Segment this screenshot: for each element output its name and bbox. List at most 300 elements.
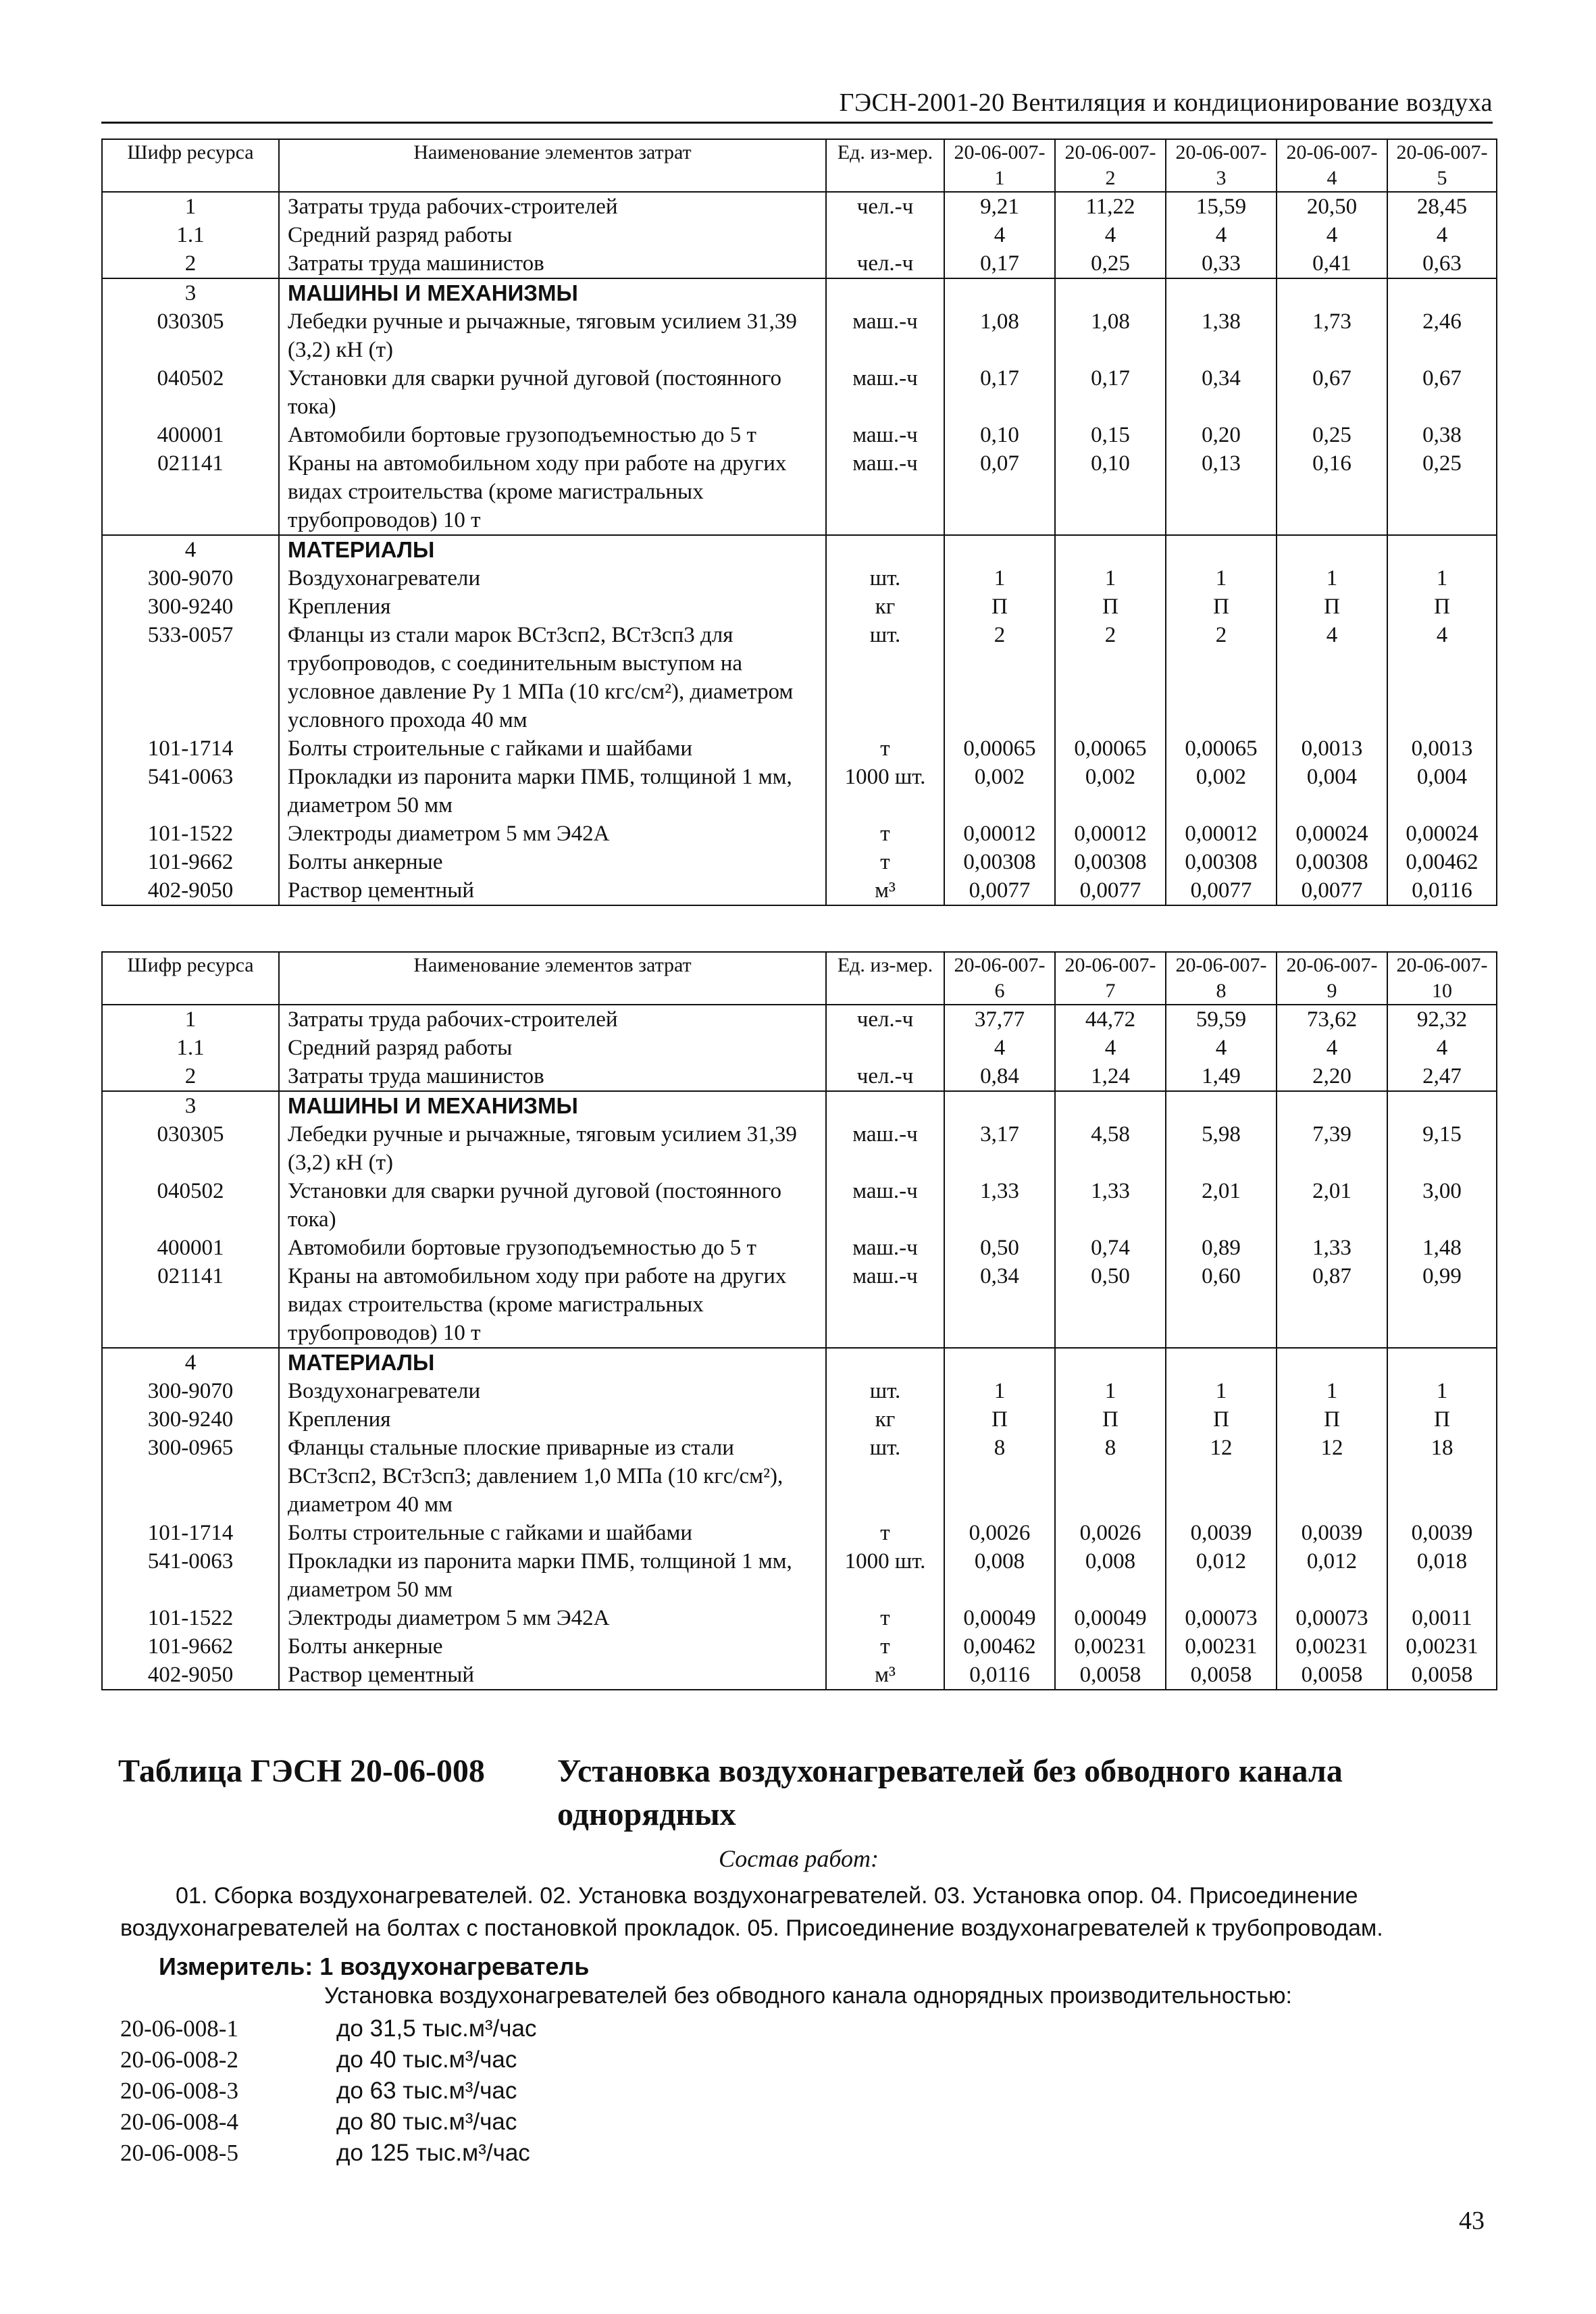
cost-element-name: Воздухонагреватели [279,564,826,593]
col-header-norm: 20-06-007-1 [944,139,1055,192]
resource-code: 101-1714 [102,1519,279,1547]
norm-value: 0,00049 [944,1604,1055,1632]
resource-code: 4 [102,1348,279,1377]
col-header-norm: 20-06-007-2 [1055,139,1166,192]
cost-element-name: Лебедки ручные и рычажные, тяговым усилием 31,39 (3,2) кН (т) [279,1120,826,1177]
unit: т [826,1519,944,1547]
norm-value: П [944,593,1055,621]
table-row [102,876,1497,905]
cost-element-name: Затраты труда машинистов [279,249,826,278]
norm-value: 0,004 [1277,763,1387,820]
norm-items-list [120,2013,537,2169]
cost-element-name: Автомобили бортовые грузоподъемностью до 5 т [279,1234,826,1262]
norm-value: 0,0077 [1166,876,1277,905]
norm-value: 0,00024 [1387,820,1497,848]
cost-element-name: Болты анкерные [279,848,826,876]
norm-value [1166,535,1277,564]
cost-element-name: Лебедки ручные и рычажные, тяговым усилием 31,39 (3,2) кН (т) [279,307,826,364]
norm-value: 0,25 [1277,421,1387,449]
norm-value: 12 [1277,1434,1387,1519]
norm-value: 0,00065 [1166,734,1277,763]
norm-value: 2 [1055,621,1166,734]
norm-value: 15,59 [1166,192,1277,221]
table-row [102,734,1497,763]
resource-code: 400001 [102,421,279,449]
norm-value: 5,98 [1166,1120,1277,1177]
table-row [102,1262,1497,1348]
norm-value [1387,1091,1497,1120]
norm-value: 92,32 [1387,1005,1497,1034]
unit: кг [826,1405,944,1434]
norm-value: 0,17 [1055,364,1166,421]
resource-code: 021141 [102,1262,279,1348]
cost-element-name: Прокладки из паронита марки ПМБ, толщиной 1 мм, диаметром 50 мм [279,763,826,820]
norm-value: 0,00308 [944,848,1055,876]
norm-value: 4 [944,221,1055,249]
norm-value: 0,0013 [1277,734,1387,763]
col-header-norm: 20-06-007-7 [1055,952,1166,1005]
norm-value: 0,00012 [1166,820,1277,848]
norm-value: 2,47 [1387,1062,1497,1091]
unit: шт. [826,564,944,593]
table-row [102,621,1497,734]
resource-code: 300-9070 [102,564,279,593]
resource-code: 1.1 [102,221,279,249]
unit: маш.-ч [826,307,944,364]
norm-value: 0,00024 [1277,820,1387,848]
cost-element-name: МАШИНЫ И МЕХАНИЗМЫ [279,278,826,307]
resource-code: 402-9050 [102,1661,279,1690]
norm-value: 4 [944,1034,1055,1062]
norm-value: 0,60 [1166,1262,1277,1348]
unit: маш.-ч [826,364,944,421]
norm-value: 0,67 [1277,364,1387,421]
norm-description: до 63 тыс.м³/час [336,2078,517,2104]
norm-value: 0,50 [1055,1262,1166,1348]
norm-value: 0,00462 [944,1632,1055,1661]
unit: шт. [826,1377,944,1405]
norm-value: 0,33 [1166,249,1277,278]
norm-value: 2,46 [1387,307,1497,364]
norm-value: 0,0077 [1277,876,1387,905]
unit: т [826,848,944,876]
resource-code: 300-9240 [102,593,279,621]
unit: 1000 шт. [826,763,944,820]
norm-value: 18 [1387,1434,1497,1519]
norm-value: 4 [1387,621,1497,734]
norm-value: 4 [1277,221,1387,249]
cost-element-name: Затраты труда рабочих-строителей [279,192,826,221]
table-row [102,1034,1497,1062]
norm-value [1277,278,1387,307]
norm-value: 0,012 [1166,1547,1277,1604]
norm-value [944,535,1055,564]
resource-code: 300-9070 [102,1377,279,1405]
col-header-norm: 20-06-007-5 [1387,139,1497,192]
section-row [102,278,1497,307]
norm-value: 1 [1387,1377,1497,1405]
list-item [120,2138,537,2169]
unit: м³ [826,876,944,905]
norm-value: 11,22 [1055,192,1166,221]
table-row [102,449,1497,535]
table-row [102,848,1497,876]
norm-value: 0,002 [944,763,1055,820]
norm-value: 0,0026 [1055,1519,1166,1547]
norm-value: 4 [1277,621,1387,734]
table-label: Таблица ГЭСН 20-06-008 [118,1753,485,1789]
unit: т [826,820,944,848]
norm-value: 0,38 [1387,421,1497,449]
norm-value: 7,39 [1277,1120,1387,1177]
norm-value: 0,25 [1055,249,1166,278]
table-row [102,1062,1497,1091]
norm-value: 0,10 [1055,449,1166,535]
norm-value: 0,0011 [1387,1604,1497,1632]
norm-value: 0,00462 [1387,848,1497,876]
norm-value: 0,84 [944,1062,1055,1091]
norm-value: П [1166,593,1277,621]
norm-value: 2,20 [1277,1062,1387,1091]
composition-label: Состав работ: [719,1845,879,1872]
cost-element-name: МАТЕРИАЛЫ [279,1348,826,1377]
resource-code: 402-9050 [102,876,279,905]
norm-value: 4 [1387,221,1497,249]
table-row [102,1005,1497,1034]
norm-value: 0,012 [1277,1547,1387,1604]
norm-value: 0,008 [1055,1547,1166,1604]
norm-value: 2,01 [1166,1177,1277,1234]
unit: маш.-ч [826,1177,944,1234]
unit: т [826,734,944,763]
unit [826,278,944,307]
norm-value: 0,00231 [1055,1632,1166,1661]
norm-value: 0,0039 [1277,1519,1387,1547]
cost-element-name: Воздухонагреватели [279,1377,826,1405]
table-title-line-2: однорядных [557,1796,736,1832]
unit: т [826,1632,944,1661]
norm-value: 0,002 [1166,763,1277,820]
norm-value: 0,89 [1166,1234,1277,1262]
col-header-norm: 20-06-007-3 [1166,139,1277,192]
norm-value [1166,1348,1277,1377]
norm-description: до 40 тыс.м³/час [336,2046,517,2073]
cost-element-name: Установки для сварки ручной дуговой (постоянного тока) [279,1177,826,1234]
resource-code: 021141 [102,449,279,535]
norm-value: 0,0116 [944,1661,1055,1690]
unit [826,535,944,564]
col-header-code: Шифр ресурса [102,139,279,192]
norm-value [1166,1091,1277,1120]
norm-value: 0,00049 [1055,1604,1166,1632]
norm-value [1387,535,1497,564]
norm-value: 0,00012 [944,820,1055,848]
section-row [102,1348,1497,1377]
resource-code: 1 [102,1005,279,1034]
col-header-name: Наименование элементов затрат [279,952,826,1005]
norm-value: 1 [944,1377,1055,1405]
norm-value: 73,62 [1277,1005,1387,1034]
norm-value: 0,00231 [1166,1632,1277,1661]
norm-value: 0,63 [1387,249,1497,278]
norm-value: 0,018 [1387,1547,1497,1604]
norm-value: 0,99 [1387,1262,1497,1348]
norm-value: 4 [1166,1034,1277,1062]
norm-value: 0,002 [1055,763,1166,820]
norm-value: 0,10 [944,421,1055,449]
resource-code: 541-0063 [102,1547,279,1604]
section-row [102,535,1497,564]
norm-value: 0,07 [944,449,1055,535]
norm-value: 4 [1055,221,1166,249]
norm-value: 9,15 [1387,1120,1497,1177]
norm-value: 1 [1387,564,1497,593]
norm-value [1387,1348,1497,1377]
norm-value: 20,50 [1277,192,1387,221]
norm-value: 0,00012 [1055,820,1166,848]
resource-code: 300-0965 [102,1434,279,1519]
norm-value: 28,45 [1387,192,1497,221]
norm-value [1055,1091,1166,1120]
resource-code: 4 [102,535,279,564]
norm-value: 1,49 [1166,1062,1277,1091]
resource-code: 101-9662 [102,1632,279,1661]
norm-value: 4,58 [1055,1120,1166,1177]
norm-value: 4 [1166,221,1277,249]
norm-value: 0,16 [1277,449,1387,535]
norm-value: 1,33 [1055,1177,1166,1234]
norm-value: 0,17 [944,364,1055,421]
cost-element-name: Прокладки из паронита марки ПМБ, толщиной 1 мм, диаметром 50 мм [279,1547,826,1604]
norm-value: 1 [1055,1377,1166,1405]
unit: маш.-ч [826,421,944,449]
norm-value: 0,0058 [1055,1661,1166,1690]
col-header-name: Наименование элементов затрат [279,139,826,192]
cost-element-name: Затраты труда рабочих-строителей [279,1005,826,1034]
unit: маш.-ч [826,1120,944,1177]
unit [826,1091,944,1120]
norm-value: 0,15 [1055,421,1166,449]
norm-value: 0,0058 [1166,1661,1277,1690]
table-row [102,307,1497,364]
resource-code: 2 [102,1062,279,1091]
cost-element-name: Автомобили бортовые грузоподъемностью до 5 т [279,421,826,449]
resource-code: 101-1522 [102,820,279,848]
table-row [102,820,1497,848]
norm-value: 2,01 [1277,1177,1387,1234]
norm-value [1055,1348,1166,1377]
norm-value: П [1166,1405,1277,1434]
table-row [102,1234,1497,1262]
norms-table-2 [101,951,1497,1690]
norm-value: 0,87 [1277,1262,1387,1348]
norm-value: 4 [1387,1034,1497,1062]
norm-value: 0,50 [944,1234,1055,1262]
norm-value: 0,67 [1387,364,1497,421]
table-row [102,763,1497,820]
running-header: ГЭСН-2001-20 Вентиляция и кондиционирование воздуха [101,88,1493,124]
norm-value: 0,0039 [1166,1519,1277,1547]
col-header-code: Шифр ресурса [102,952,279,1005]
norm-value: 0,20 [1166,421,1277,449]
table-row [102,1120,1497,1177]
norm-value: П [1387,1405,1497,1434]
norm-description: до 80 тыс.м³/час [336,2109,517,2135]
norm-value: 44,72 [1055,1005,1166,1034]
section-title [118,1750,1496,1836]
norm-value [1277,1348,1387,1377]
table-title-line-1: Установка воздухонагревателей без обводного канала [557,1753,1343,1789]
cost-element-name: Раствор цементный [279,1661,826,1690]
works-description: 01. Сборка воздухонагревателей. 02. Установка воздухонагревателей. 03. Установка опор. 04. Присоединение воздухонагревателей на болтах с постановкой прокладок. 05. Присоединение воздухонагревателей к трубопроводам. [120,1883,1383,1941]
cost-element-name: Болты строительные с гайками и шайбами [279,734,826,763]
list-item [120,2044,537,2076]
norm-value: 0,00073 [1166,1604,1277,1632]
norm-value: П [1055,593,1166,621]
norm-value: 59,59 [1166,1005,1277,1034]
resource-code: 101-1714 [102,734,279,763]
unit: шт. [826,621,944,734]
resource-code: 541-0063 [102,763,279,820]
norms-table-1 [101,139,1497,906]
norm-value: П [1055,1405,1166,1434]
norm-value: 1,48 [1387,1234,1497,1262]
table-row [102,1632,1497,1661]
norm-value: 8 [944,1434,1055,1519]
col-header-unit: Ед. из-мер. [826,139,944,192]
col-header-norm: 20-06-007-9 [1277,952,1387,1005]
col-header-norm: 20-06-007-8 [1166,952,1277,1005]
resource-code: 533-0057 [102,621,279,734]
norm-value: 0,34 [944,1262,1055,1348]
norm-value [1055,535,1166,564]
table-header-row [102,952,1497,1005]
table-row [102,1434,1497,1519]
norm-value [944,1348,1055,1377]
unit: чел.-ч [826,1005,944,1034]
unit: чел.-ч [826,192,944,221]
norm-value: 37,77 [944,1005,1055,1034]
norm-value: 0,0026 [944,1519,1055,1547]
norm-value: П [1277,1405,1387,1434]
norm-value: 0,00065 [1055,734,1166,763]
norm-value: П [1387,593,1497,621]
norm-value: 0,13 [1166,449,1277,535]
norm-value: 0,34 [1166,364,1277,421]
norm-description: до 125 тыс.м³/час [336,2140,530,2166]
norm-value: 0,00065 [944,734,1055,763]
table-row [102,564,1497,593]
norm-value: 0,41 [1277,249,1387,278]
table-row [102,1177,1497,1234]
resource-code: 3 [102,1091,279,1120]
cost-element-name: МАТЕРИАЛЫ [279,535,826,564]
cost-element-name: Средний разряд работы [279,1034,826,1062]
cost-element-name: Электроды диаметром 5 мм Э42А [279,820,826,848]
norm-code: 20-06-008-4 [120,2109,238,2135]
norm-code: 20-06-008-2 [120,2046,238,2073]
norm-code: 20-06-008-3 [120,2078,238,2104]
resource-code: 300-9240 [102,1405,279,1434]
table-row [102,1405,1497,1434]
unit: т [826,1604,944,1632]
resource-code: 400001 [102,1234,279,1262]
norm-value: 0,00308 [1166,848,1277,876]
cost-element-name: Краны на автомобильном ходу при работе на других видах строительства (кроме магистральных трубопроводов) 10 т [279,1262,826,1348]
table-row [102,249,1497,278]
section-row [102,1091,1497,1120]
unit: 1000 шт. [826,1547,944,1604]
norm-value: 0,004 [1387,763,1497,820]
cost-element-name: Затраты труда машинистов [279,1062,826,1091]
norm-value [1387,278,1497,307]
list-item [120,2107,537,2138]
cost-element-name: МАШИНЫ И МЕХАНИЗМЫ [279,1091,826,1120]
norm-value: 1,24 [1055,1062,1166,1091]
col-header-norm: 20-06-007-4 [1277,139,1387,192]
norm-value: 1,33 [1277,1234,1387,1262]
norm-value: 0,0058 [1387,1661,1497,1690]
resource-code: 040502 [102,1177,279,1234]
unit [826,1034,944,1062]
norm-value: 0,74 [1055,1234,1166,1262]
norm-value: 0,00308 [1055,848,1166,876]
norm-value: 1,73 [1277,307,1387,364]
norm-value: 0,00231 [1387,1632,1497,1661]
table-row [102,1519,1497,1547]
norm-value: 1 [944,564,1055,593]
norm-value: 0,0077 [944,876,1055,905]
norm-value: 0,00231 [1277,1632,1387,1661]
norm-value: 8 [1055,1434,1166,1519]
norm-description: до 31,5 тыс.м³/час [336,2015,537,2042]
norm-code: 20-06-008-1 [120,2015,238,2042]
norm-value: 1 [1277,564,1387,593]
norm-value: 0,0039 [1387,1519,1497,1547]
cost-element-name: Крепления [279,1405,826,1434]
norm-value [1277,1091,1387,1120]
cost-element-name: Болты строительные с гайками и шайбами [279,1519,826,1547]
cost-element-name: Фланцы стальные плоские приварные из стали ВСт3сп2, ВСт3сп3; давлением 1,0 МПа (10 кгс/см²), диаметром 40 мм [279,1434,826,1519]
norm-value: 1,08 [944,307,1055,364]
unit: м³ [826,1661,944,1690]
table-row [102,593,1497,621]
norm-code: 20-06-008-5 [120,2140,238,2166]
norm-value: 0,0116 [1387,876,1497,905]
norm-value: 9,21 [944,192,1055,221]
page-number: 43 [1459,2207,1485,2235]
norm-value [944,278,1055,307]
unit [826,1348,944,1377]
norm-value: 1 [1055,564,1166,593]
resource-code: 030305 [102,1120,279,1177]
norm-value: 0,008 [944,1547,1055,1604]
cost-element-name: Крепления [279,593,826,621]
unit: шт. [826,1434,944,1519]
norm-value: 3,17 [944,1120,1055,1177]
cost-element-name: Раствор цементный [279,876,826,905]
norm-value: 1 [1166,1377,1277,1405]
norm-value: 12 [1166,1434,1277,1519]
unit: маш.-ч [826,449,944,535]
table-row [102,364,1497,421]
unit: кг [826,593,944,621]
table-row [102,1547,1497,1604]
norm-value [944,1091,1055,1120]
norm-value: 1 [1166,564,1277,593]
table-row [102,192,1497,221]
norm-value: 0,00308 [1277,848,1387,876]
